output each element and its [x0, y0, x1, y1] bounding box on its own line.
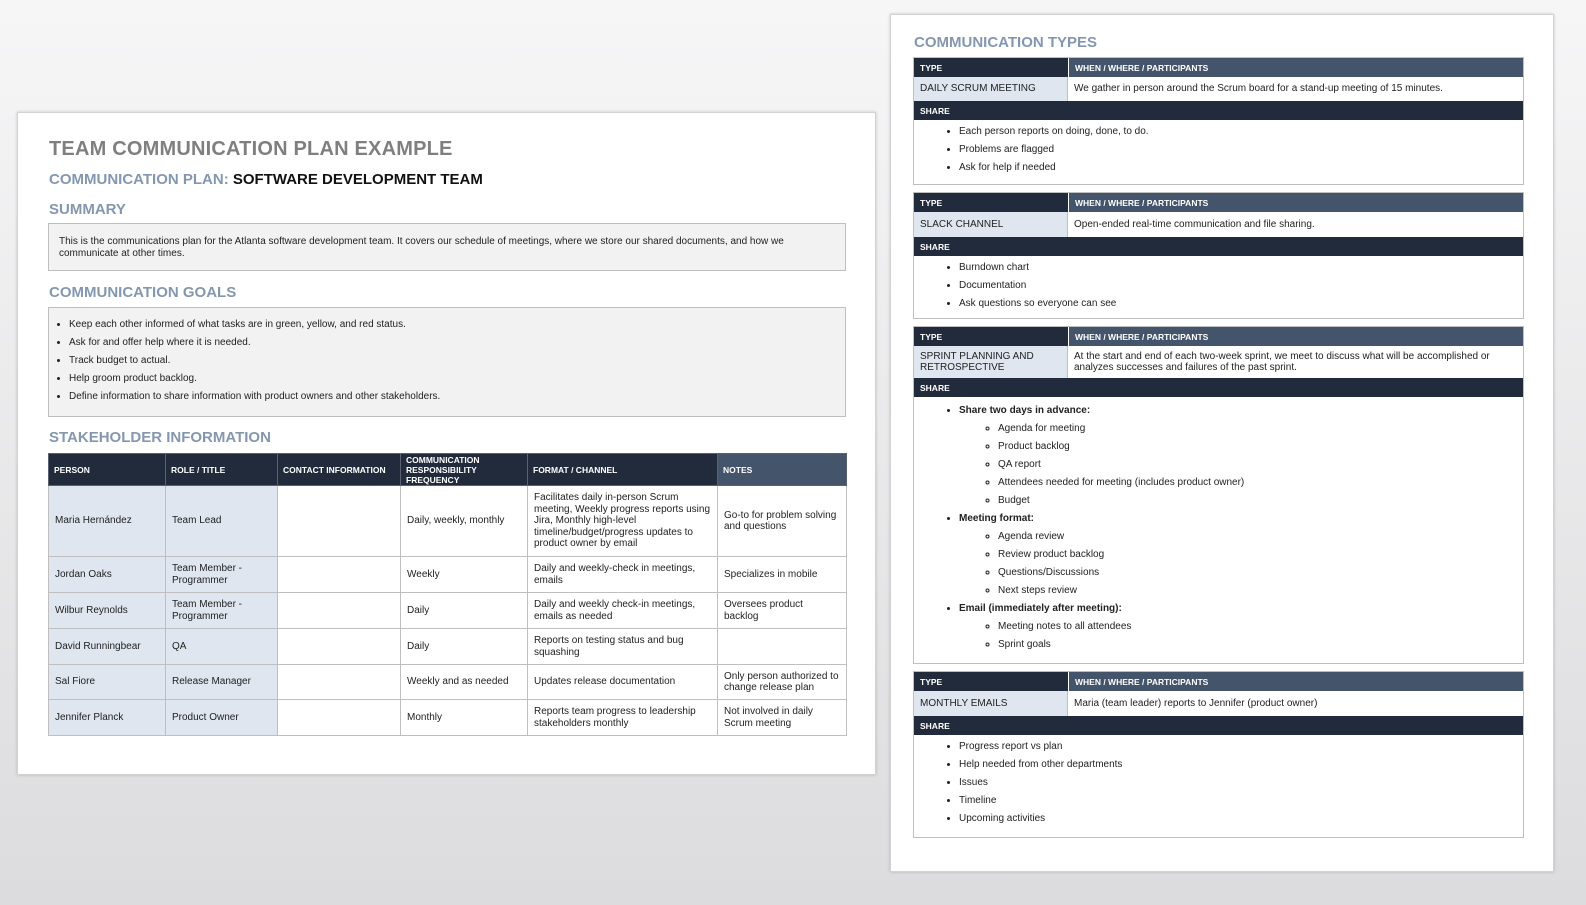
header-format: FORMAT / CHANNEL — [528, 454, 718, 486]
cell-role: Product Owner — [166, 700, 278, 736]
summary-heading: SUMMARY — [49, 201, 126, 218]
share-item: • Documentation — [959, 277, 1523, 295]
cell-frequency: Weekly — [401, 557, 528, 593]
when-header: WHEN / WHERE / PARTICIPANTS — [1068, 672, 1523, 691]
type-when: At the start and end of each two-week sprint, we meet to discuss what will be accomplished or analyzes successes and failures of the past sprint. — [1074, 350, 1490, 373]
when-header: WHEN / WHERE / PARTICIPANTS — [1068, 327, 1523, 346]
cell-person: Maria Hernández — [49, 486, 166, 557]
table-row — [49, 593, 847, 629]
share-subitem: ◦ Questions/Discussions — [998, 564, 1523, 582]
cell-contact — [278, 700, 401, 736]
cell-role: Team Lead — [166, 486, 278, 557]
share-subitem: ◦ Meeting notes to all attendees — [998, 618, 1523, 636]
type-name: MONTHLY EMAILS — [914, 691, 1068, 716]
cell-contact — [278, 486, 401, 557]
cell-contact — [278, 665, 401, 700]
goal-item: • Help groom product backlog. — [69, 370, 835, 388]
share-group — [959, 402, 1523, 510]
document-page-left — [17, 112, 876, 775]
comm-type-monthly-emails — [913, 671, 1524, 838]
share-group-label: Share two days in advance: — [959, 405, 1091, 416]
cell-format: Facilitates daily in-person Scrum meeting, Weekly progress reports using Jira, Monthly high-level timeline/budget/progress updates to product owner by email — [528, 486, 718, 557]
share-subitem: ◦ Next steps review — [998, 582, 1523, 600]
cell-format: Reports on testing status and bug squashing — [528, 629, 718, 665]
share-item: • Help needed from other departments — [959, 756, 1523, 774]
cell-contact — [278, 593, 401, 629]
share-subitem: ◦ Sprint goals — [998, 636, 1523, 654]
share-item: • Burndown chart — [959, 259, 1523, 277]
share-subitem: ◦ Budget — [998, 492, 1523, 510]
type-header-row — [914, 672, 1523, 691]
cell-role: Release Manager — [166, 665, 278, 700]
cell-contact — [278, 629, 401, 665]
type-name: SPRINT PLANNING AND RETROSPECTIVE — [914, 346, 1068, 378]
share-header: SHARE — [914, 716, 1523, 735]
type-header: TYPE — [920, 331, 943, 342]
share-group-label: Email (immediately after meeting): — [959, 603, 1122, 614]
type-row — [914, 77, 1523, 101]
type-header: TYPE — [920, 62, 943, 73]
type-when: We gather in person around the Scrum board for a stand-up meeting of 15 minutes. — [1074, 83, 1443, 95]
plan-value: SOFTWARE DEVELOPMENT TEAM — [232, 171, 483, 188]
type-name: SLACK CHANNEL — [914, 212, 1068, 237]
comm-type-daily-scrum — [913, 57, 1524, 185]
type-when: Open-ended real-time communication and file sharing. — [1074, 218, 1315, 230]
cell-person: Jordan Oaks — [49, 557, 166, 593]
summary-box — [48, 223, 846, 271]
header-notes: NOTES — [718, 454, 847, 486]
when-header: WHEN / WHERE / PARTICIPANTS — [1068, 58, 1523, 77]
share-header: SHARE — [914, 101, 1523, 120]
cell-frequency: Daily, weekly, monthly — [401, 486, 528, 557]
share-list — [914, 397, 1523, 654]
share-item: • Upcoming activities — [959, 810, 1523, 828]
share-subitem: ◦ Product backlog — [998, 438, 1523, 456]
goals-box — [48, 307, 846, 417]
cell-notes: Specializes in mobile — [718, 557, 847, 593]
type-row — [914, 691, 1523, 716]
cell-role: Team Member - Programmer — [166, 593, 278, 629]
table-row — [49, 665, 847, 700]
share-sublist — [959, 528, 1523, 600]
share-item: • Issues — [959, 774, 1523, 792]
comm-type-sprint-planning — [913, 326, 1524, 664]
share-list — [914, 256, 1523, 313]
type-header: TYPE — [920, 676, 943, 687]
cell-notes: Go-to for problem solving and questions — [718, 486, 847, 557]
share-item: • Progress report vs plan — [959, 738, 1523, 756]
share-header: SHARE — [914, 237, 1523, 256]
share-group — [959, 600, 1523, 654]
cell-format: Daily and weekly-check in meetings, emails — [528, 557, 718, 593]
cell-format: Reports team progress to leadership stakeholders monthly — [528, 700, 718, 736]
share-sublist — [959, 618, 1523, 654]
share-item: • Ask for help if needed — [959, 159, 1523, 177]
table-row — [49, 700, 847, 736]
header-frequency: COMMUNICATION RESPONSIBILITY FREQUENCY — [401, 454, 528, 486]
share-subitem: ◦ Agenda for meeting — [998, 420, 1523, 438]
goals-list — [57, 316, 835, 406]
communication-types-title: COMMUNICATION TYPES — [914, 34, 1098, 51]
stakeholder-heading: STAKEHOLDER INFORMATION — [49, 429, 271, 446]
share-sublist — [959, 420, 1523, 510]
type-row — [914, 212, 1523, 237]
cell-person: Wilbur Reynolds — [49, 593, 166, 629]
share-subitem: ◦ Agenda review — [998, 528, 1523, 546]
goal-item: • Define information to share information with product owners and other stakeholders. — [69, 388, 835, 406]
cell-person: David Runningbear — [49, 629, 166, 665]
document-title: TEAM COMMUNICATION PLAN EXAMPLE — [49, 138, 453, 160]
cell-role: QA — [166, 629, 278, 665]
share-subitem: ◦ Attendees needed for meeting (includes product owner) — [998, 474, 1523, 492]
goal-item: • Keep each other informed of what tasks are in green, yellow, and red status. — [69, 316, 835, 334]
type-name: DAILY SCRUM MEETING — [914, 77, 1068, 101]
goal-item: • Ask for and offer help where it is needed. — [69, 334, 835, 352]
table-row — [49, 557, 847, 593]
share-list — [914, 120, 1523, 177]
share-group-label: Meeting format: — [959, 513, 1034, 524]
cell-format: Daily and weekly check-in meetings, emails as needed — [528, 593, 718, 629]
goals-heading: COMMUNICATION GOALS — [49, 284, 237, 301]
cell-frequency: Weekly and as needed — [401, 665, 528, 700]
table-row — [49, 629, 847, 665]
type-header: TYPE — [920, 197, 943, 208]
cell-notes — [718, 629, 847, 665]
cell-role: Team Member - Programmer — [166, 557, 278, 593]
header-contact: CONTACT INFORMATION — [278, 454, 401, 486]
document-page-right — [890, 14, 1554, 872]
cell-notes: Oversees product backlog — [718, 593, 847, 629]
header-role: ROLE / TITLE — [166, 454, 278, 486]
share-group — [959, 510, 1523, 600]
share-list — [914, 735, 1523, 828]
cell-notes: Not involved in daily Scrum meeting — [718, 700, 847, 736]
cell-frequency: Daily — [401, 629, 528, 665]
header-person: PERSON — [49, 454, 166, 486]
cell-person: Sal Fiore — [49, 665, 166, 700]
cell-contact — [278, 557, 401, 593]
plan-subtitle — [49, 171, 483, 188]
plan-label: COMMUNICATION PLAN: — [49, 171, 233, 188]
cell-frequency: Daily — [401, 593, 528, 629]
type-row — [914, 346, 1523, 378]
when-header: WHEN / WHERE / PARTICIPANTS — [1068, 193, 1523, 212]
summary-text: This is the communications plan for the Atlanta software development team. It covers our schedule of meetings, where we store our shared documents, and how we communicate at other times. — [59, 236, 784, 259]
table-header-row — [49, 454, 847, 486]
share-item: • Timeline — [959, 792, 1523, 810]
type-header-row — [914, 327, 1523, 346]
cell-frequency: Monthly — [401, 700, 528, 736]
stakeholder-table — [48, 453, 847, 736]
goal-item: • Track budget to actual. — [69, 352, 835, 370]
share-item: • Ask questions so everyone can see — [959, 295, 1523, 313]
share-subitem: ◦ Review product backlog — [998, 546, 1523, 564]
share-subitem: ◦ QA report — [998, 456, 1523, 474]
cell-notes: Only person authorized to change release plan — [718, 665, 847, 700]
comm-type-slack-channel — [913, 192, 1524, 319]
cell-format: Updates release documentation — [528, 665, 718, 700]
share-header: SHARE — [914, 378, 1523, 397]
table-row — [49, 486, 847, 557]
type-header-row — [914, 58, 1523, 77]
type-when: Maria (team leader) reports to Jennifer (product owner) — [1074, 697, 1318, 709]
share-item: • Each person reports on doing, done, to do. — [959, 123, 1523, 141]
cell-person: Jennifer Planck — [49, 700, 166, 736]
share-item: • Problems are flagged — [959, 141, 1523, 159]
type-header-row — [914, 193, 1523, 212]
